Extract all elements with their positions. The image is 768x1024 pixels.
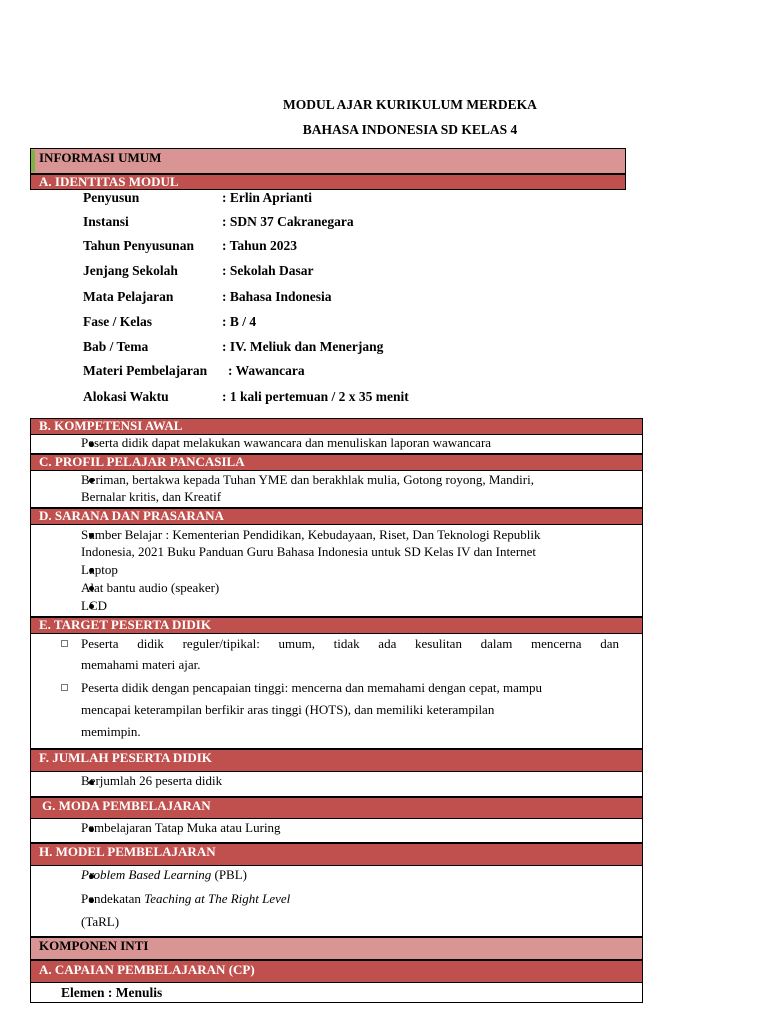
list-item: Beriman, bertakwa kepada Tuhan YME dan berakhlak mulia, Gotong royong, Mandiri, (81, 472, 534, 487)
section-profil-pelajar (30, 454, 643, 471)
identitas-label: Penyusun (83, 190, 140, 205)
list-item: LCD (81, 598, 107, 613)
section-title: A. CAPAIAN PEMBELAJARAN (CP) (39, 962, 255, 977)
section-title: A. IDENTITAS MODUL (39, 174, 179, 189)
section-title: C. PROFIL PELAJAR PANCASILA (39, 454, 245, 469)
list-item: Pembelajaran Tatap Muka atau Luring (81, 820, 281, 835)
section-target-peserta (30, 617, 643, 634)
document-title: MODUL AJAR KURIKULUM MERDEKA (283, 97, 537, 112)
identitas-value: : SDN 37 Cakranegara (222, 214, 354, 229)
term-prefix: Pendekatan (81, 891, 145, 906)
jumlah-peserta-box (30, 772, 643, 797)
section-title: G. MODA PEMBELAJARAN (42, 798, 211, 813)
list-item: Alat bantu audio (speaker) (81, 580, 220, 595)
list-item-continuation: memimpin. (81, 724, 141, 739)
identitas-value: : Erlin Aprianti (222, 190, 313, 205)
sarana-prasarana-box (30, 525, 643, 617)
kompetensi-awal-box (30, 435, 643, 454)
target-peserta-box (30, 634, 643, 749)
section-jumlah-peserta (30, 749, 643, 772)
section-title: D. SARANA DAN PRASARANA (39, 508, 224, 523)
margin-marker (31, 150, 35, 172)
section-title: INFORMASI UMUM (39, 150, 162, 165)
identitas-label: Alokasi Waktu (83, 389, 169, 404)
italic-term: Problem Based Learning (81, 867, 212, 882)
section-model-pembelajaran (30, 843, 643, 866)
identitas-label: Instansi (83, 214, 129, 229)
identitas-label: Fase / Kelas (83, 314, 152, 329)
section-moda-pembelajaran (30, 797, 643, 819)
italic-term: Teaching at The Right Level (144, 891, 291, 906)
identitas-value: : B / 4 (222, 314, 257, 329)
section-informasi-umum (30, 148, 626, 174)
list-item-continuation: mencapai keterampilan berfikir aras tinggi (HOTS), dan memiliki keterampilan (81, 702, 495, 717)
checkbox-icon (61, 640, 68, 647)
identitas-label: Bab / Tema (83, 339, 149, 354)
identitas-value: : Sekolah Dasar (222, 263, 314, 278)
section-title: F. JUMLAH PESERTA DIDIK (39, 750, 212, 765)
document-subtitle: BAHASA INDONESIA SD KELAS 4 (302, 122, 518, 137)
section-kompetensi-awal (30, 418, 643, 435)
section-sarana-prasarana (30, 508, 643, 525)
list-item: Peserta didik dapat melakukan wawancara dan menuliskan laporan wawancara (81, 435, 492, 450)
section-title: B. KOMPETENSI AWAL (39, 418, 183, 433)
section-title: KOMPONEN INTI (39, 938, 149, 953)
list-item: Peserta didik dengan pencapaian tinggi: mencerna dan memahami dengan cepat, mampu (81, 680, 542, 695)
identitas-value: : Wawancara (228, 363, 305, 378)
list-item (81, 890, 290, 908)
capaian-pembelajaran-box (30, 983, 643, 1003)
identitas-value: : 1 kali pertemuan / 2 x 35 menit (222, 389, 409, 404)
identitas-label: Materi Pembelajaran (83, 363, 208, 378)
list-item-continuation: memahami materi ajar. (81, 657, 201, 672)
list-item-continuation: Indonesia, 2021 Buku Panduan Guru Bahasa Indonesia untuk SD Kelas IV dan Internet (81, 544, 537, 559)
list-item: Sumber Belajar : Kementerian Pendidikan, Kebudayaan, Riset, Dan Teknologi Republik (81, 527, 541, 542)
identitas-label: Mata Pelajaran (83, 289, 174, 304)
list-item: Laptop (81, 562, 118, 577)
section-title: E. TARGET PESERTA DIDIK (39, 617, 211, 632)
section-title: H. MODEL PEMBELAJARAN (39, 844, 216, 859)
elemen-label: Elemen : Menulis (61, 985, 163, 1000)
list-item: Peserta didik reguler/tipikal: umum, tidak ada kesulitan dalam mencerna dan (81, 636, 619, 651)
term-suffix: (PBL) (211, 867, 247, 882)
identitas-value: : IV. Meliuk dan Menerjang (222, 339, 384, 354)
moda-pembelajaran-box (30, 819, 643, 843)
list-item-continuation: Bernalar kritis, dan Kreatif (81, 489, 222, 504)
identitas-label: Jenjang Sekolah (83, 263, 178, 278)
identitas-value: : Bahasa Indonesia (222, 289, 332, 304)
identitas-value: : Tahun 2023 (222, 238, 298, 253)
profil-pelajar-box (30, 471, 643, 508)
checkbox-icon (61, 684, 68, 691)
section-identitas-modul (30, 174, 626, 190)
list-item (81, 866, 247, 884)
list-item: Berjumlah 26 peserta didik (81, 773, 223, 788)
section-capaian-pembelajaran (30, 960, 643, 983)
model-pembelajaran-box (30, 866, 643, 937)
list-item-continuation: (TaRL) (81, 914, 120, 929)
section-komponen-inti (30, 937, 643, 960)
identitas-label: Tahun Penyusunan (83, 238, 194, 253)
